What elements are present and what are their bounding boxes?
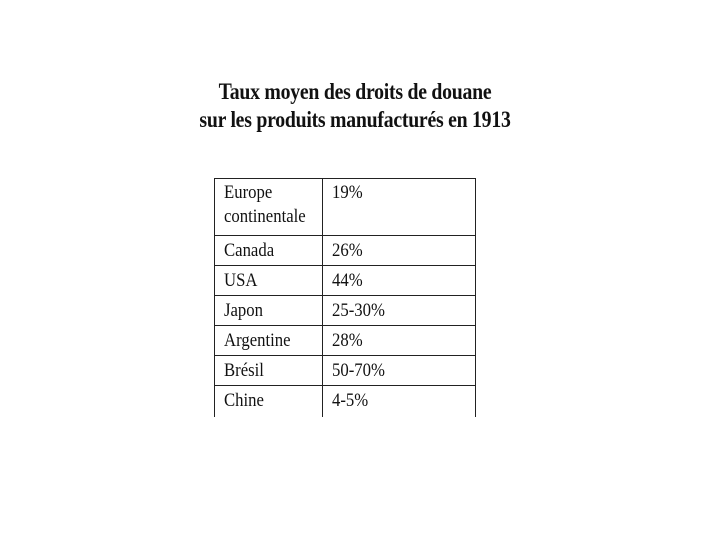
table-row [215, 326, 476, 356]
rate-cell [323, 266, 476, 296]
rate-value: 44% [332, 270, 363, 291]
rate-cell [323, 236, 476, 266]
rate-value: 25-30% [332, 300, 385, 321]
country-label: Chine [224, 390, 264, 411]
rate-cell [323, 356, 476, 386]
tariff-table [214, 178, 476, 417]
rate-cell [323, 386, 476, 418]
country-cell [215, 386, 323, 418]
rate-value: 28% [332, 330, 363, 351]
title-line-1: Taux moyen des droits de douane [218, 79, 492, 104]
document-title [187, 78, 522, 134]
country-cell [215, 179, 323, 236]
rate-cell [323, 326, 476, 356]
table-row [215, 356, 476, 386]
rate-value: 26% [332, 240, 363, 261]
rate-value: 50-70% [332, 360, 385, 381]
country-cell [215, 266, 323, 296]
country-label: Argentine [224, 330, 291, 351]
title-line-2: sur les produits manufacturés en 1913 [199, 107, 511, 132]
rate-value: 4-5% [332, 390, 369, 411]
country-cell [215, 356, 323, 386]
country-cell [215, 296, 323, 326]
country-cell [215, 326, 323, 356]
rate-value: 19% [332, 182, 363, 203]
table-row [215, 266, 476, 296]
rate-cell [323, 179, 476, 236]
table-row [215, 179, 476, 236]
country-cell [215, 236, 323, 266]
country-label: Japon [224, 300, 264, 321]
country-label: Canada [224, 240, 275, 261]
country-label: Brésil [224, 360, 264, 381]
table-row [215, 236, 476, 266]
rate-cell [323, 296, 476, 326]
country-label-line-2: continentale [224, 206, 306, 227]
country-label: USA [224, 270, 258, 291]
country-label-line-1: Europe [224, 182, 273, 203]
table-row [215, 296, 476, 326]
table-row [215, 386, 476, 418]
